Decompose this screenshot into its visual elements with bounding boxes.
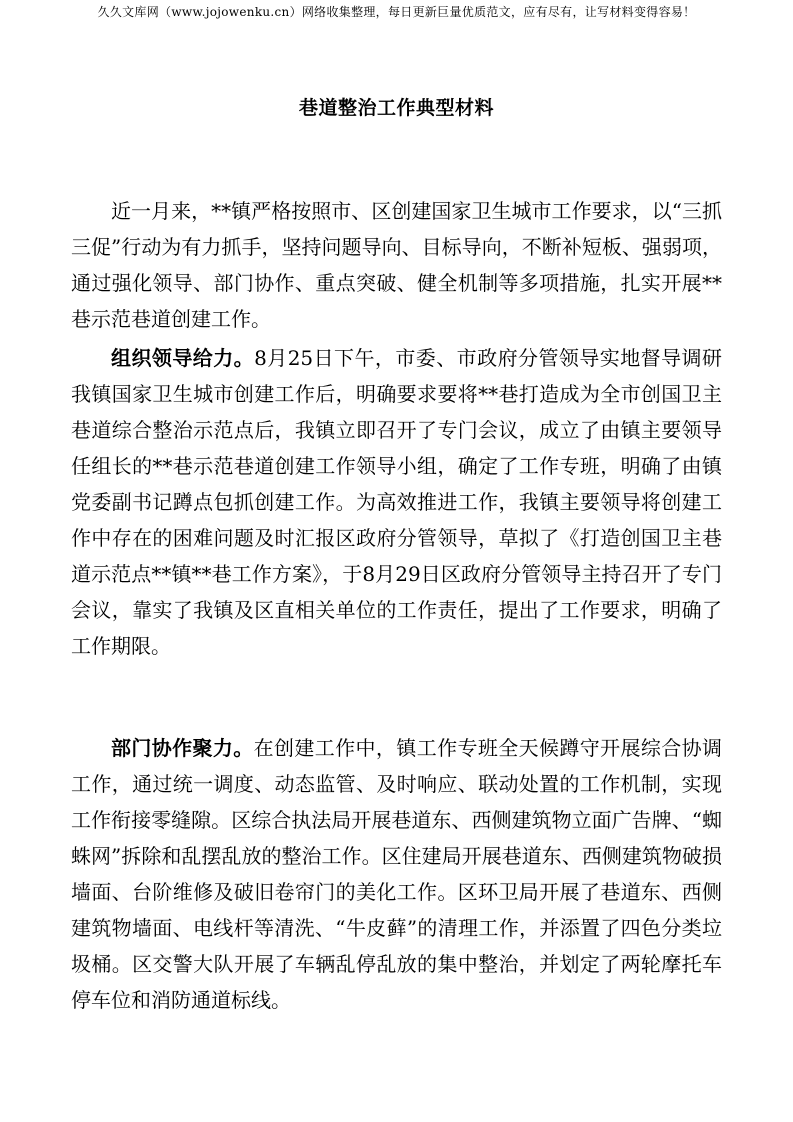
- paragraph-cooperation: [71, 730, 722, 1018]
- header-banner: 久久文库网（www.jojowenku.cn）网络收集整理，每日更新巨量优质范文，应有尽有，让写材料变得容易！: [97, 5, 696, 19]
- paragraph-organization-lead: 组织领导给力。: [111, 346, 255, 370]
- paragraph-organization: [71, 340, 722, 664]
- paragraph-organization-text: 8月25日下午，市委、市政府分管领导实地督导调研我镇国家卫生城市创建工作后，明确要求要将**巷打造成为全市创国卫主巷道综合整治示范点后，我镇立即召开了专门会议，成立了由镇主要领导任组长的**巷示范巷道创建工作领导小组，确定了工作专班，明确了由镇党委副书记蹲点包抓创建工作。为高效推进工作，我镇主要领导将创建工作中存在的困难问题及时汇报区政府分管领导，草拟了《打造创国卫主巷道示范点**镇**巷工作方案》，于8月29日区政府分管领导主持召开了专门会议，靠实了我镇及区直相关单位的工作责任，提出了工作要求，明确了工作期限。: [71, 346, 722, 658]
- paragraph-cooperation-text: 在创建工作中，镇工作专班全天候蹲守开展综合协调工作，通过统一调度、动态监管、及时响应、联动处置的工作机制，实现工作衔接零缝隙。区综合执法局开展巷道东、西侧建筑物立面广告牌、“蜘蛛网”拆除和乱摆乱放的整治工作。区住建局开展巷道东、西侧建筑物破损墙面、台阶维修及破旧卷帘门的美化工作。区环卫局开展了巷道东、西侧建筑物墙面、电线杆等清洗、“牛皮藓”的清理工作，并添置了四色分类垃圾桶。区交警大队开展了车辆乱停乱放的集中整治，并划定了两轮摩托车停车位和消防通道标线。: [71, 736, 723, 1012]
- paragraph-intro-text: 近一月来，**镇严格按照市、区创建国家卫生城市工作要求，以“三抓三促”行动为有力抓手，坚持问题导向、目标导向，不断补短板、强弱项，通过强化领导、部门协作、重点突破、健全机制等多项措施，扎实开展**巷示范巷道创建工作。: [71, 199, 722, 331]
- paragraph-intro: [71, 193, 722, 337]
- document-title: 巷道整治工作典型材料: [298, 97, 494, 119]
- paragraph-cooperation-lead: 部门协作聚力。: [111, 736, 254, 760]
